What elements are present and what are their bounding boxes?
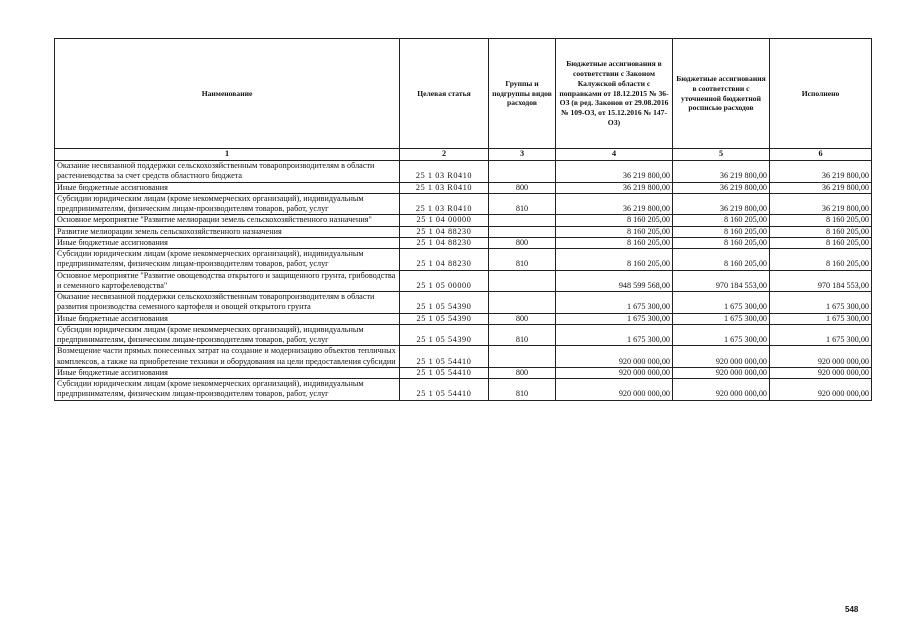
header-executed: Исполнено [770,39,872,149]
row-name: Иные бюджетные ассигнования [55,367,400,378]
column-number: 5 [673,149,770,161]
row-law-amount: 920 000 000,00 [556,367,673,378]
row-executed-amount: 920 000 000,00 [770,346,872,368]
table-row [55,324,872,346]
row-name: Основное мероприятие "Развитие овощеводства открытого и защищенного грунта, грибоводства и семенного картофелеводства" [55,270,400,292]
row-target: 25 1 05 54410 [400,367,489,378]
row-law-amount: 36 219 800,00 [556,182,673,193]
row-refined-amount: 920 000 000,00 [673,379,770,401]
column-number: 3 [489,149,556,161]
row-group: 800 [489,182,556,193]
row-target: 25 1 05 00000 [400,270,489,292]
column-number: 1 [55,149,400,161]
table-row [55,249,872,271]
row-group [489,292,556,314]
page-number: 548 [845,605,859,614]
row-group [489,270,556,292]
row-target: 25 1 03 R0410 [400,161,489,183]
row-executed-amount: 970 184 553,00 [770,270,872,292]
row-target: 25 1 04 88230 [400,249,489,271]
row-law-amount: 8 160 205,00 [556,215,673,226]
table-row [55,182,872,193]
table-body [55,161,872,401]
table-row [55,313,872,324]
header-refined: Бюджетные ассигнования в соответствии с уточненной бюджетной росписью расходов [673,39,770,149]
column-number-row [55,149,872,161]
row-executed-amount: 920 000 000,00 [770,367,872,378]
row-target: 25 1 04 88230 [400,226,489,237]
row-law-amount: 8 160 205,00 [556,237,673,248]
table-row [55,193,872,215]
row-refined-amount: 1 675 300,00 [673,324,770,346]
header-name: Наименование [55,39,400,149]
row-name: Иные бюджетные ассигнования [55,237,400,248]
row-name: Оказание несвязанной поддержки сельскохозяйственным товаропроизводителям в области растениеводства за счет средств областного бюджета [55,161,400,183]
row-name: Иные бюджетные ассигнования [55,182,400,193]
column-number: 6 [770,149,872,161]
table-row [55,367,872,378]
row-refined-amount: 8 160 205,00 [673,249,770,271]
row-name: Основное мероприятие "Развитие мелиорации земель сельскохозяйственного назначения" [55,215,400,226]
row-group: 800 [489,313,556,324]
row-refined-amount: 1 675 300,00 [673,313,770,324]
row-target: 25 1 05 54390 [400,292,489,314]
row-executed-amount: 8 160 205,00 [770,249,872,271]
row-refined-amount: 970 184 553,00 [673,270,770,292]
row-group [489,161,556,183]
table-row [55,292,872,314]
row-name: Возмещение части прямых понесенных затрат на создание и модернизацию объектов тепличных комплексов, а также на приобретение техники и оборудования на цели предоставления субсидии [55,346,400,368]
row-refined-amount: 36 219 800,00 [673,182,770,193]
row-law-amount: 36 219 800,00 [556,193,673,215]
table-row [55,226,872,237]
row-law-amount: 1 675 300,00 [556,313,673,324]
row-target: 25 1 03 R0410 [400,193,489,215]
row-executed-amount: 8 160 205,00 [770,226,872,237]
row-group: 810 [489,324,556,346]
table-row [55,270,872,292]
row-group: 800 [489,237,556,248]
row-law-amount: 920 000 000,00 [556,346,673,368]
table-row [55,161,872,183]
row-target: 25 1 03 R0410 [400,182,489,193]
row-refined-amount: 36 219 800,00 [673,161,770,183]
row-executed-amount: 8 160 205,00 [770,237,872,248]
table-row [55,346,872,368]
row-executed-amount: 8 160 205,00 [770,215,872,226]
row-group: 810 [489,379,556,401]
row-group: 810 [489,249,556,271]
row-name: Субсидии юридическим лицам (кроме некоммерческих организаций), индивидуальным предпринимателям, физическим лицам-производителям товаров, работ, услуг [55,379,400,401]
row-target: 25 1 05 54410 [400,346,489,368]
row-refined-amount: 8 160 205,00 [673,237,770,248]
row-name: Субсидии юридическим лицам (кроме некоммерческих организаций), индивидуальным предпринимателям, физическим лицам-производителям товаров, работ, услуг [55,193,400,215]
column-number: 2 [400,149,489,161]
row-law-amount: 8 160 205,00 [556,226,673,237]
row-executed-amount: 36 219 800,00 [770,182,872,193]
row-group [489,346,556,368]
row-target: 25 1 04 88230 [400,237,489,248]
row-executed-amount: 36 219 800,00 [770,193,872,215]
row-law-amount: 920 000 000,00 [556,379,673,401]
row-target: 25 1 05 54390 [400,324,489,346]
row-executed-amount: 1 675 300,00 [770,324,872,346]
row-target: 25 1 04 00000 [400,215,489,226]
header-row [55,39,872,149]
row-law-amount: 1 675 300,00 [556,292,673,314]
row-refined-amount: 920 000 000,00 [673,346,770,368]
row-name: Субсидии юридическим лицам (кроме некоммерческих организаций), индивидуальным предпринимателям, физическим лицам-производителям товаров, работ, услуг [55,249,400,271]
header-groups: Группы и подгруппы видов расходов [489,39,556,149]
row-refined-amount: 8 160 205,00 [673,226,770,237]
row-law-amount: 36 219 800,00 [556,161,673,183]
row-group [489,215,556,226]
table-row [55,379,872,401]
row-refined-amount: 1 675 300,00 [673,292,770,314]
row-refined-amount: 920 000 000,00 [673,367,770,378]
header-law: Бюджетные ассигнования в соответствии с Законом Калужской области с поправками от 18.12.2015 № 36-ОЗ (в ред. Законов от 29.08.2016 № 109-ОЗ, от 15.12.2016 № 147-ОЗ) [556,39,673,149]
row-group [489,226,556,237]
row-group: 800 [489,367,556,378]
row-group: 810 [489,193,556,215]
table-row [55,215,872,226]
row-target: 25 1 05 54390 [400,313,489,324]
row-refined-amount: 8 160 205,00 [673,215,770,226]
row-name: Иные бюджетные ассигнования [55,313,400,324]
table-row [55,237,872,248]
row-target: 25 1 05 54410 [400,379,489,401]
row-name: Субсидии юридическим лицам (кроме некоммерческих организаций), индивидуальным предпринимателям, физическим лицам-производителям товаров, работ, услуг [55,324,400,346]
budget-table [54,38,872,401]
row-executed-amount: 36 219 800,00 [770,161,872,183]
row-executed-amount: 920 000 000,00 [770,379,872,401]
row-executed-amount: 1 675 300,00 [770,292,872,314]
row-law-amount: 8 160 205,00 [556,249,673,271]
row-refined-amount: 36 219 800,00 [673,193,770,215]
row-name: Оказание несвязанной поддержки сельскохозяйственным товаропроизводителям в области развития производства семенного картофеля и овощей открытого грунта [55,292,400,314]
row-law-amount: 1 675 300,00 [556,324,673,346]
header-target: Целевая статья [400,39,489,149]
row-executed-amount: 1 675 300,00 [770,313,872,324]
row-law-amount: 948 599 568,00 [556,270,673,292]
column-number: 4 [556,149,673,161]
row-name: Развитие мелиорации земель сельскохозяйственного назначения [55,226,400,237]
